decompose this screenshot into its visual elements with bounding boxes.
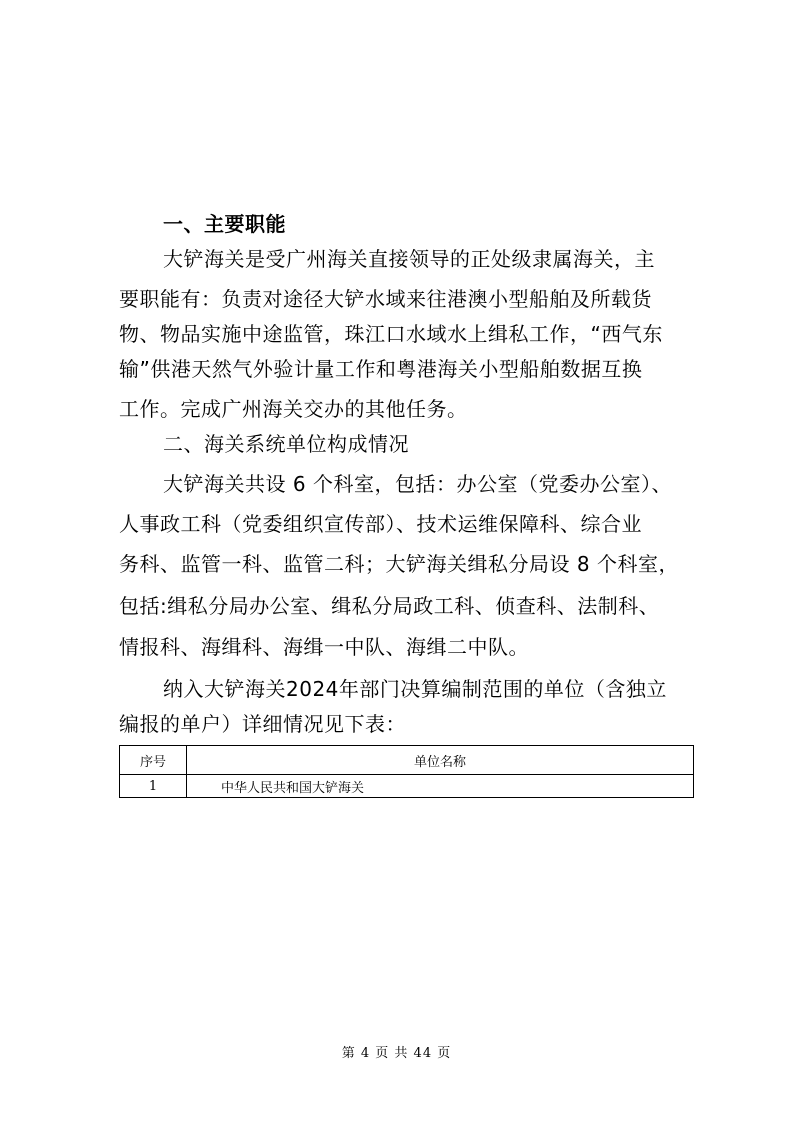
- table-header-row: [120, 746, 694, 775]
- table-cell: 中华人民共和国大铲海关: [187, 775, 694, 798]
- table-header-cell: 序号: [120, 746, 187, 775]
- table-intro-line: 纳入大铲海关2024年部门决算编制范围的单位（含独立: [163, 677, 667, 701]
- paragraph-line: 大铲海关共设 6 个科室，包括：办公室（党委办公室）、: [163, 472, 672, 496]
- table-intro-line: 编报的单户）详细情况见下表：: [119, 712, 406, 736]
- paragraph-line: 务科、监管一科、监管二科；大铲海关缉私分局设 8 个科室，: [119, 552, 679, 576]
- unit-table: [119, 745, 694, 798]
- table-row: [120, 775, 694, 798]
- section-heading-main-functions: 一、主要职能: [163, 212, 286, 236]
- paragraph-line: 要职能有：负责对途径大铲水域来往港澳小型船舶及所载货: [119, 287, 652, 311]
- table-cell: 1: [120, 775, 187, 798]
- section-heading-unit-composition: 二、海关系统单位构成情况: [163, 432, 409, 456]
- paragraph-line: 输”供港天然气外验计量工作和粤港海关小型船舶数据互换: [119, 357, 643, 381]
- page-footer: 第 4 页 共 44 页: [341, 1046, 452, 1061]
- paragraph-line: 情报科、海缉科、海缉一中队、海缉二中队。: [119, 635, 529, 659]
- paragraph-line: 大铲海关是受广州海关直接领导的正处级隶属海关，主: [163, 247, 655, 271]
- paragraph-line: 工作。完成广州海关交办的其他任务。: [119, 397, 468, 421]
- paragraph-line: 包括:缉私分局办公室、缉私分局政工科、侦查科、法制科、: [119, 594, 660, 618]
- table-header-cell: 单位名称: [187, 746, 694, 775]
- paragraph-line: 人事政工科（党委组织宣传部）、技术运维保障科、综合业: [119, 512, 642, 536]
- paragraph-line: 物、物品实施中途监管，珠江口水域水上缉私工作，“西气东: [119, 322, 663, 346]
